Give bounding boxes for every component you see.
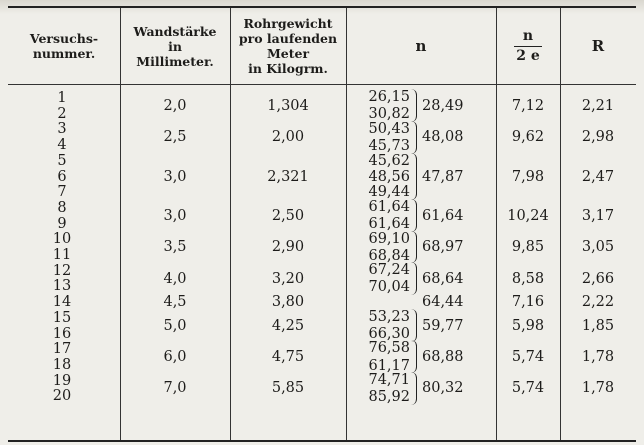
r-cell: 3,17	[581, 207, 615, 224]
wandstaerke-cell: 5,0	[163, 317, 187, 334]
header-wandstaerke: Wandstärke in Millimeter.	[133, 23, 217, 69]
r-cell: 1,85	[581, 317, 615, 334]
versuchsnummer-cell: 3	[57, 121, 67, 138]
versuchsnummer-cell: 20	[52, 388, 72, 405]
n-mean-cell: 47,87	[422, 168, 464, 185]
versuchsnummer-cell: 15	[52, 309, 72, 326]
versuchsnummer-cell: 13	[52, 278, 72, 295]
versuchsnummer-cell: 8	[57, 199, 67, 216]
n-value-cell: 61,64	[368, 216, 410, 233]
n-value-cell: 74,71	[368, 371, 410, 388]
n-over-2e-cell: 9,85	[511, 239, 545, 256]
n-over-2e-cell: 7,98	[511, 168, 545, 185]
n-over-2e-cell: 9,62	[511, 129, 545, 146]
n-value-cell: 76,58	[368, 340, 410, 357]
header-n-over-2e: $\frac{n}{2 e}$	[496, 8, 560, 84]
data-table	[8, 6, 636, 442]
versuchsnummer-cell: 11	[52, 247, 72, 263]
n-value-cell: 45,73	[368, 137, 410, 154]
header-r: R	[591, 36, 605, 55]
n-value-cell: 69,10	[368, 230, 410, 247]
wandstaerke-cell: 3,0	[163, 207, 187, 224]
n-value-cell: 66,30	[368, 326, 410, 343]
rohrgewicht-cell: 4,75	[271, 349, 305, 366]
n-value-cell: 50,43	[368, 120, 410, 137]
r-cell: 2,47	[581, 168, 615, 185]
n-value-cell: 30,82	[368, 106, 410, 123]
rohrgewicht-cell: 1,304	[267, 97, 309, 114]
n-mean-cell: 80,32	[422, 380, 464, 397]
rohrgewicht-cell: 2,90	[271, 239, 305, 256]
wandstaerke-cell: 2,0	[163, 97, 187, 114]
wandstaerke-cell: 4,5	[163, 294, 187, 311]
versuchsnummer-cell: 2	[57, 105, 67, 122]
n-over-2e-cell: 5,74	[511, 380, 545, 397]
r-cell: 1,78	[581, 349, 615, 366]
rohrgewicht-cell: 3,80	[271, 294, 305, 311]
n-mean-cell: 68,88	[422, 349, 464, 366]
header-versuchsnummer: Versuchs- nummer.	[29, 31, 99, 61]
versuchsnummer-cell: 9	[57, 215, 67, 232]
versuchsnummer-cell: 16	[52, 325, 72, 342]
n-over-2e-cell: 7,16	[511, 294, 545, 311]
r-cell: 3,05	[581, 239, 615, 256]
header-rohrgewicht: Rohrgewicht pro laufenden Meter in Kilogrm.	[238, 16, 338, 76]
r-cell: 2,22	[581, 294, 615, 311]
n-value-cell: 61,64	[368, 199, 410, 216]
versuchsnummer-cell: 14	[52, 294, 72, 311]
n-value-cell: 53,23	[368, 309, 410, 325]
n-mean-cell: 28,49	[422, 97, 464, 114]
versuchsnummer-cell: 17	[52, 341, 72, 358]
n-value-cell: 68,84	[368, 247, 410, 264]
r-cell: 1,78	[581, 380, 615, 397]
r-cell: 2,98	[581, 129, 615, 146]
rohrgewicht-cell: 2,50	[271, 207, 305, 224]
wandstaerke-cell: 3,5	[163, 239, 187, 256]
rohrgewicht-cell: 2,00	[271, 129, 305, 146]
n-value-cell: 70,04	[368, 279, 410, 296]
versuchsnummer-cell: 7	[57, 184, 67, 201]
wandstaerke-cell: 7,0	[163, 380, 187, 397]
header-n: n	[415, 36, 427, 55]
wandstaerke-cell: 6,0	[163, 349, 187, 366]
versuchsnummer-cell: 18	[52, 356, 72, 373]
r-cell: 2,21	[581, 97, 615, 114]
n-mean-cell: 68,64	[422, 270, 464, 287]
rohrgewicht-cell: 2,321	[267, 168, 309, 185]
n-over-2e-cell: 10,24	[507, 207, 549, 224]
rohrgewicht-cell: 3,20	[271, 270, 305, 287]
n-mean-cell: 48,08	[422, 129, 464, 146]
n-mean-cell: 61,64	[422, 207, 464, 224]
n-over-2e-cell: 8,58	[511, 270, 545, 287]
n-value-cell: 48,56	[368, 168, 410, 185]
rohrgewicht-cell: 4,25	[271, 317, 305, 334]
wandstaerke-cell: 3,0	[163, 168, 187, 185]
wandstaerke-cell: 2,5	[163, 129, 187, 146]
n-value-cell: 45,62	[368, 152, 410, 169]
n-mean-cell: 64,44	[422, 294, 464, 311]
versuchsnummer-cell: 10	[52, 231, 72, 248]
n-over-2e-cell: 5,98	[511, 317, 545, 334]
versuchsnummer-cell: 12	[52, 262, 72, 279]
n-value-cell: 85,92	[368, 389, 410, 406]
versuchsnummer-cell: 4	[57, 137, 67, 154]
n-value-cell: 61,17	[368, 357, 410, 374]
n-value-cell: 26,15	[368, 89, 410, 106]
n-mean-cell: 68,97	[422, 239, 464, 256]
versuchsnummer-cell: 19	[52, 372, 72, 389]
n-value-cell: 49,44	[368, 184, 410, 201]
versuchsnummer-cell: 5	[57, 152, 67, 169]
versuchsnummer-cell: 1	[57, 90, 67, 106]
rohrgewicht-cell: 5,85	[271, 380, 305, 397]
n-over-2e-cell: 7,12	[511, 97, 545, 114]
n-over-2e-cell: 5,74	[511, 349, 545, 366]
n-mean-cell: 59,77	[422, 317, 464, 334]
versuchsnummer-cell: 6	[57, 168, 67, 185]
r-cell: 2,66	[581, 270, 615, 287]
wandstaerke-cell: 4,0	[163, 270, 187, 287]
n-value-cell: 67,24	[368, 261, 410, 278]
header-divider	[8, 84, 636, 85]
